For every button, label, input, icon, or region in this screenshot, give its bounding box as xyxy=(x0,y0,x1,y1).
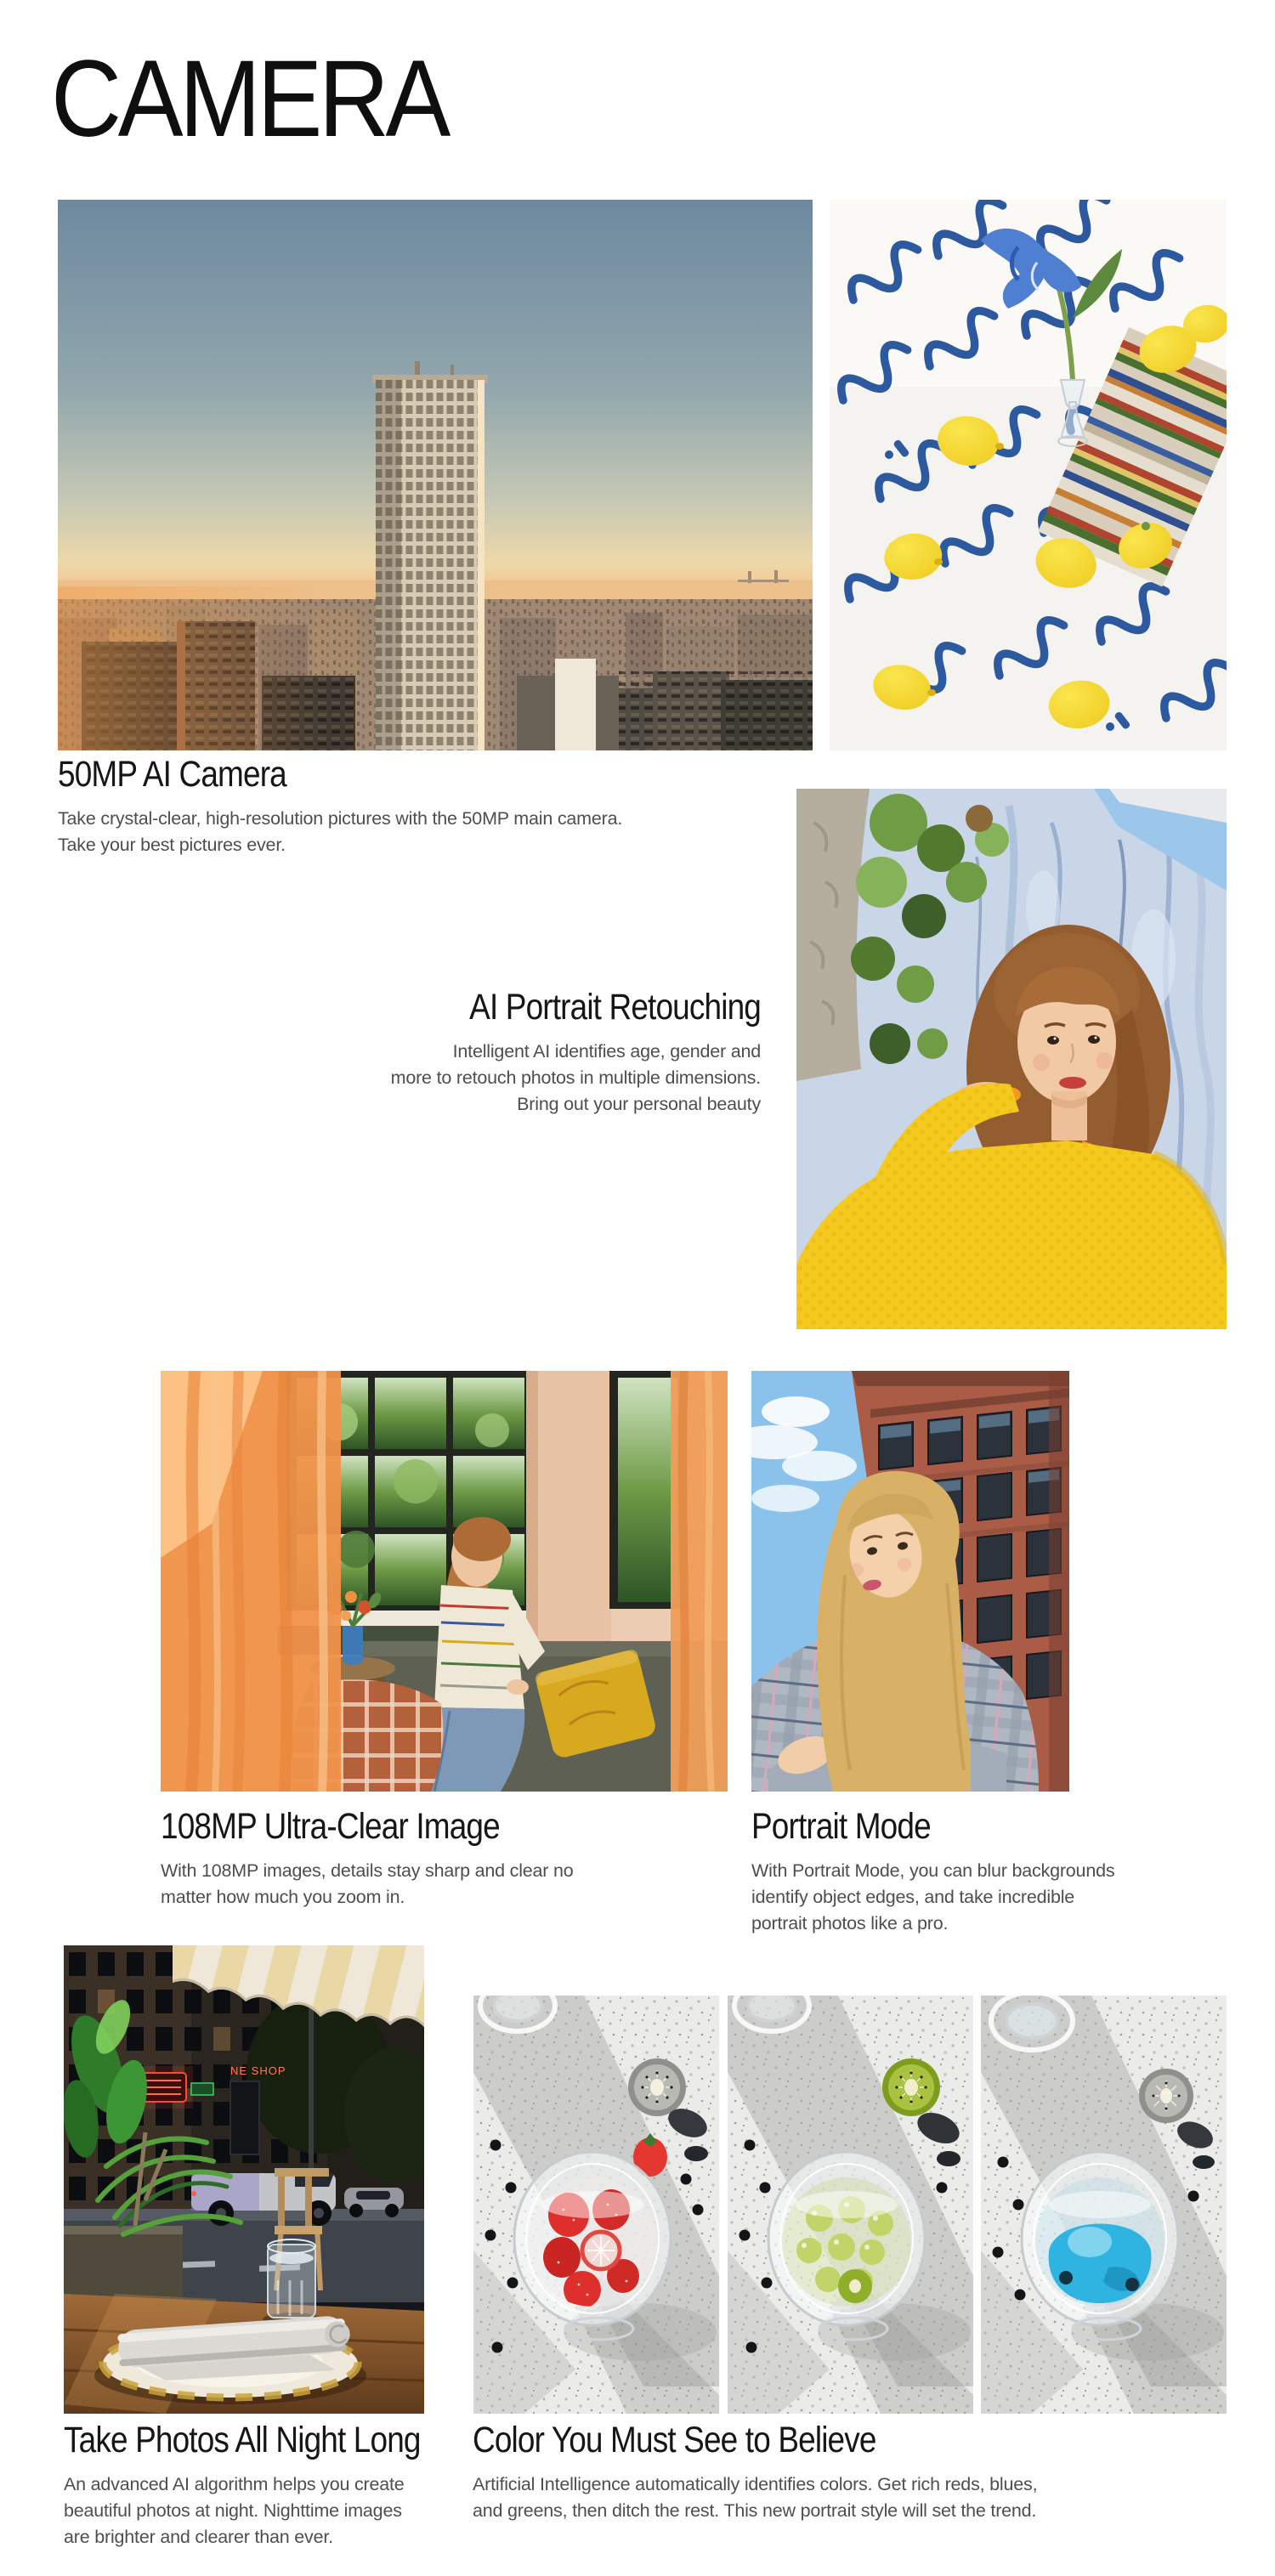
page-title: CAMERA xyxy=(51,38,447,160)
body-night-photos xyxy=(64,2471,479,2551)
body-line: With 108MP images, details stay sharp and clear no xyxy=(161,1860,574,1881)
section-color-pop xyxy=(473,2417,1037,2524)
section-108mp-ultra-clear xyxy=(161,1803,574,1911)
heading-50mp-ai-camera: 50MP AI Camera xyxy=(58,754,286,795)
heading-108mp-ultra-clear: 108MP Ultra-Clear Image xyxy=(161,1806,500,1847)
body-line: matter how much you zoom in. xyxy=(161,1887,405,1907)
window-seat-illustration xyxy=(161,1371,728,1792)
body-line: Bring out your personal beauty xyxy=(517,1094,761,1114)
plaid-portrait-illustration xyxy=(751,1371,1069,1792)
night-cafe-illustration xyxy=(64,1945,424,2414)
section-ai-portrait-retouching xyxy=(234,984,761,1118)
photo-window-seat xyxy=(161,1371,728,1792)
photo-color-pop-red xyxy=(473,1996,719,2414)
color-pop-green-illustration xyxy=(728,1996,973,2414)
photo-night-cafe xyxy=(64,1945,424,2414)
heading-color-pop: Color You Must See to Believe xyxy=(473,2420,876,2460)
body-108mp-ultra-clear xyxy=(161,1858,574,1911)
photo-ai-retouch-portrait xyxy=(796,789,1227,1329)
color-pop-blue-illustration xyxy=(981,1996,1227,2414)
body-line: more to retouch photos in multiple dimensions. xyxy=(390,1067,761,1088)
body-50mp-ai-camera xyxy=(58,806,622,858)
body-line: portrait photos like a pro. xyxy=(751,1913,949,1933)
body-line: beautiful photos at night. Nighttime images xyxy=(64,2500,402,2521)
body-line: An advanced AI algorithm helps you create xyxy=(64,2474,405,2494)
section-50mp-ai-camera xyxy=(58,751,622,858)
body-line: Intelligent AI identifies age, gender and xyxy=(452,1041,761,1062)
lemons-illustration xyxy=(830,200,1227,750)
body-color-pop xyxy=(473,2471,1037,2524)
photo-color-pop-green xyxy=(728,1996,973,2414)
body-line: Take your best pictures ever. xyxy=(58,835,286,855)
body-line: identify object edges, and take incredible xyxy=(751,1887,1075,1907)
city-skyline-illustration xyxy=(58,200,813,750)
photo-plaid-portrait xyxy=(751,1371,1069,1792)
body-line: Take crystal-clear, high-resolution pictures with the 50MP main camera. xyxy=(58,808,623,829)
body-line: and greens, then ditch the rest. This new portrait style will set the trend. xyxy=(473,2500,1037,2521)
body-line: Artificial Intelligence automatically identifies colors. Get rich reds, blues, xyxy=(473,2474,1038,2494)
section-portrait-mode xyxy=(751,1803,1114,1937)
heading-ai-portrait-retouching: AI Portrait Retouching xyxy=(469,987,761,1028)
body-portrait-mode xyxy=(751,1858,1114,1937)
neon-sign-text: NE SHOP xyxy=(230,2064,286,2077)
photo-city-skyline xyxy=(58,200,813,750)
retouch-portrait-illustration xyxy=(796,789,1227,1329)
body-ai-portrait-retouching xyxy=(234,1039,761,1118)
color-pop-red-illustration xyxy=(473,1996,719,2414)
heading-night-photos: Take Photos All Night Long xyxy=(64,2420,421,2460)
photo-lemons-still-life xyxy=(830,200,1227,750)
body-line: With Portrait Mode, you can blur backgrounds xyxy=(751,1860,1115,1881)
body-line: are brighter and clearer than ever. xyxy=(64,2527,333,2547)
photo-color-pop-blue xyxy=(981,1996,1227,2414)
section-night-photos xyxy=(64,2417,479,2551)
heading-portrait-mode: Portrait Mode xyxy=(751,1806,931,1847)
